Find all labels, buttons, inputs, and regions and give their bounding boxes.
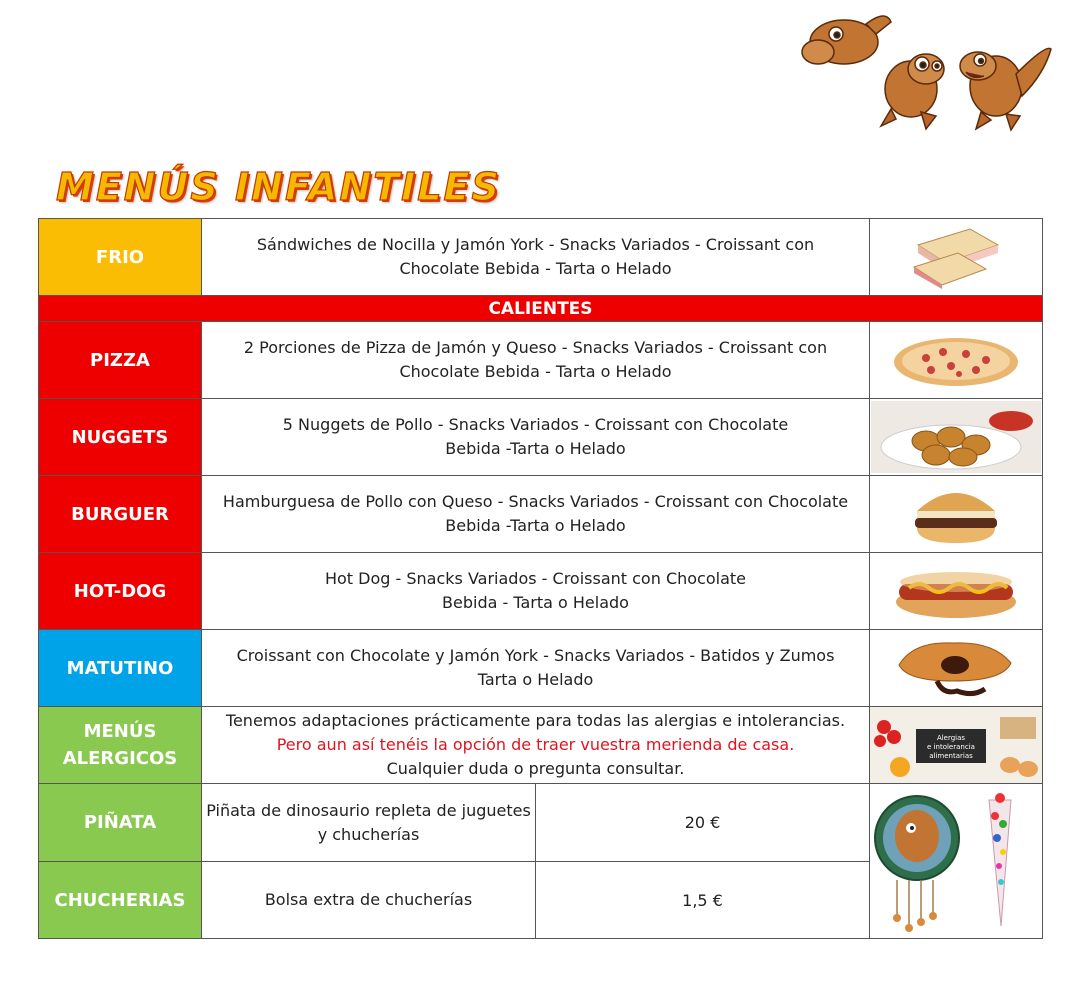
menu-row-alergicos <box>39 707 1043 784</box>
category-chucherias: CHUCHERIAS <box>39 862 202 939</box>
price-pinata: 20 € <box>536 784 870 862</box>
pinata-candy-image <box>870 784 1043 939</box>
category-frio: FRIO <box>39 219 202 296</box>
description-pinata: Piñata de dinosaurio repleta de juguetes y chucherías <box>202 784 536 862</box>
allergy-foods-image <box>870 707 1043 784</box>
description-nuggets: 5 Nuggets de Pollo - Snacks Variados - Croissant con Chocolate Bebida -Tarta o Helado <box>202 399 870 476</box>
hotdog-image <box>870 553 1043 630</box>
menu-row-pinata <box>39 784 1043 862</box>
description-alergicos: Tenemos adaptaciones prácticamente para todas las alergias e intolerancias. Pero aun así tenéis la opción de traer vuestra merienda de casa. Cualquier duda o pregunta consultar. <box>202 707 870 784</box>
description-burguer: Hamburguesa de Pollo con Queso - Snacks Variados - Croissant con Chocolate Bebida -Tarta o Helado <box>202 476 870 553</box>
dinosaurs-illustration <box>796 4 1058 134</box>
menu-table <box>38 218 1043 939</box>
burger-image <box>870 476 1043 553</box>
price-chucherias: 1,5 € <box>536 862 870 939</box>
description-matutino: Croissant con Chocolate y Jamón York - Snacks Variados - Batidos y Zumos Tarta o Helado <box>202 630 870 707</box>
category-pinata: PIÑATA <box>39 784 202 862</box>
description-pizza: 2 Porciones de Pizza de Jamón y Queso - Snacks Variados - Croissant con Chocolate Bebida - Tarta o Helado <box>202 322 870 399</box>
svg-text:alimentarias: alimentarias <box>929 752 973 760</box>
menu-row-pizza <box>39 322 1043 399</box>
description-frio: Sándwiches de Nocilla y Jamón York - Snacks Variados - Croissant con Chocolate Bebida - Tarta o Helado <box>202 219 870 296</box>
category-alergicos: MENÚS ALERGICOS <box>39 707 202 784</box>
croissant-image <box>870 630 1043 707</box>
menu-row-burguer <box>39 476 1043 553</box>
svg-text:Alergias: Alergias <box>936 734 966 742</box>
category-matutino: MATUTINO <box>39 630 202 707</box>
sandwich-image <box>870 219 1043 296</box>
menu-row-matutino <box>39 630 1043 707</box>
page-title: MENÚS INFANTILES <box>56 165 501 209</box>
svg-text:e intolerancia: e intolerancia <box>927 743 975 751</box>
description-chucherias: Bolsa extra de chucherías <box>202 862 536 939</box>
category-nuggets: NUGGETS <box>39 399 202 476</box>
menu-row-calientes <box>39 296 1043 322</box>
menu-row-frio <box>39 219 1043 296</box>
nuggets-image <box>870 399 1043 476</box>
description-hotdog: Hot Dog - Snacks Variados - Croissant con Chocolate Bebida - Tarta o Helado <box>202 553 870 630</box>
pizza-image <box>870 322 1043 399</box>
section-calientes: CALIENTES <box>39 296 1043 322</box>
category-burguer: BURGUER <box>39 476 202 553</box>
category-hotdog: HOT-DOG <box>39 553 202 630</box>
menu-row-nuggets <box>39 399 1043 476</box>
category-pizza: PIZZA <box>39 322 202 399</box>
menu-row-hotdog <box>39 553 1043 630</box>
